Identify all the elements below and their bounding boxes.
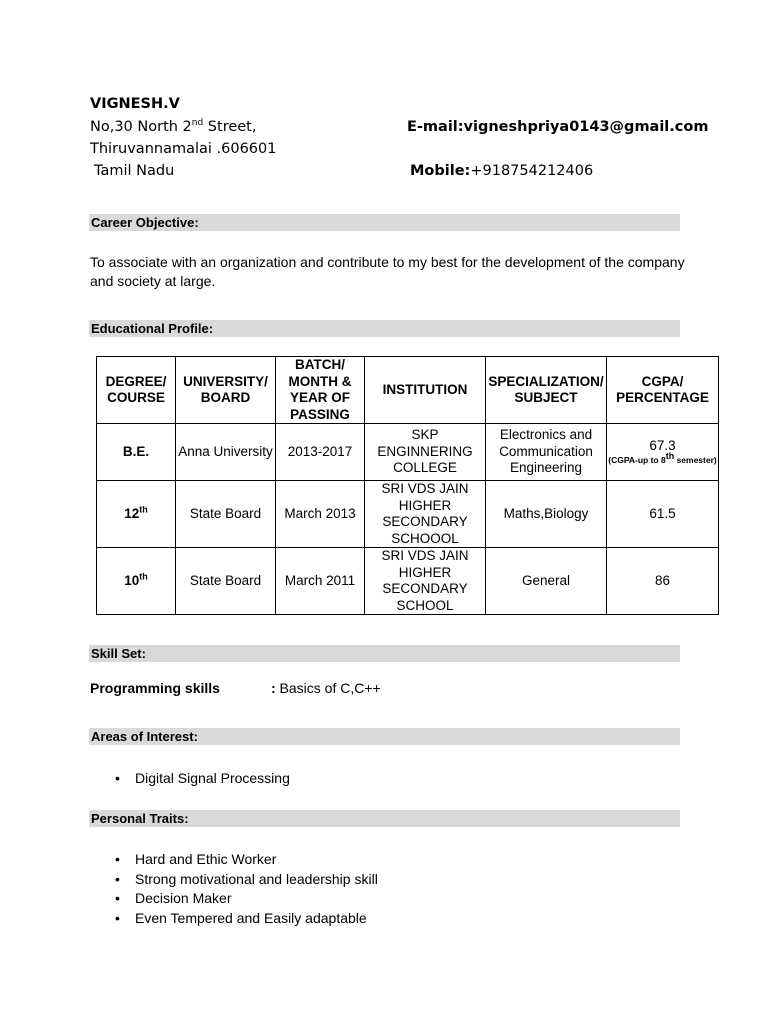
institution-cell: SRI VDS JAIN HIGHER SECONDARY SCHOOL	[365, 548, 486, 615]
table-header-row	[97, 357, 719, 424]
degree-cell: B.E.	[97, 424, 176, 481]
header-batch: BATCH/ MONTH & YEAR OF PASSING	[276, 357, 365, 424]
education-table	[96, 356, 719, 615]
list-item: • Even Tempered and Easily adaptable	[115, 909, 378, 929]
header-specialization: SPECIALIZATION/ SUBJECT	[486, 357, 607, 424]
institution-cell: SRI VDS JAIN HIGHER SECONDARY SCHOOOL	[365, 481, 486, 548]
batch-cell: 2013-2017	[276, 424, 365, 481]
header-university: UNIVERSITY/ BOARD	[176, 357, 276, 424]
address-line-3: Tamil Nadu	[94, 163, 175, 179]
score-value: 67.3	[649, 438, 676, 454]
email-address: E-mail:vigneshpriya0143@gmail.com	[407, 119, 709, 135]
skill-value	[271, 679, 381, 698]
specialization-cell: Electronics and Communication Engineering	[486, 424, 607, 481]
cgpa-note-sup: th	[665, 450, 675, 461]
degree-cell	[97, 481, 176, 548]
section-personal-traits: Personal Traits:	[89, 810, 680, 827]
cgpa-note-rest: semester)	[674, 454, 717, 465]
list-item: • Strong motivational and leadership skill	[115, 870, 378, 890]
degree-sup: th	[139, 504, 148, 515]
address-line-1-sup: nd	[191, 118, 204, 129]
section-career-objective: Career Objective:	[89, 214, 680, 231]
section-educational-profile: Educational Profile:	[89, 320, 680, 337]
address-line-1	[90, 116, 256, 138]
institution-cell: SKP ENGINNERING COLLEGE	[365, 424, 486, 481]
list-item: • Hard and Ethic Worker	[115, 850, 378, 870]
list-item: • Digital Signal Processing	[115, 769, 290, 789]
skill-value-text: Basics of C,C++	[275, 680, 381, 696]
board-cell: Anna University	[176, 424, 276, 481]
mobile-label: Mobile:	[410, 163, 471, 179]
interests-list	[115, 769, 290, 789]
table-row	[97, 424, 719, 481]
section-areas-of-interest: Areas of Interest:	[89, 728, 680, 745]
section-skill-set: Skill Set:	[89, 645, 680, 662]
degree-sup: th	[139, 571, 148, 582]
header-degree: DEGREE/ COURSE	[97, 357, 176, 424]
table-row	[97, 548, 719, 615]
header-cgpa: CGPA/ PERCENTAGE	[607, 357, 719, 424]
table-row	[97, 481, 719, 548]
mobile-number	[410, 160, 593, 182]
batch-cell: March 2011	[276, 548, 365, 615]
mobile-value: +918754212406	[470, 163, 594, 179]
skill-separator: :	[271, 680, 276, 696]
degree-text: 12	[124, 505, 140, 521]
header-institution: INSTITUTION	[365, 357, 486, 424]
cgpa-note	[608, 450, 717, 466]
traits-list	[115, 850, 378, 928]
address-line-1-rest: Street,	[203, 119, 257, 135]
list-item: • Decision Maker	[115, 889, 378, 909]
specialization-cell: General	[486, 548, 607, 615]
cgpa-note-text: (CGPA-up to 8	[608, 454, 666, 465]
score-cell: 86	[607, 548, 719, 615]
address-line-1-text: No,30 North 2	[90, 119, 192, 135]
candidate-name: VIGNESH.V	[90, 96, 180, 112]
specialization-cell: Maths,Biology	[486, 481, 607, 548]
degree-text: 10	[124, 572, 140, 588]
board-cell: State Board	[176, 481, 276, 548]
career-objective-text: To associate with an organization and contribute to my best for the development of the company and society at large.	[90, 254, 685, 289]
score-cell	[607, 424, 719, 481]
board-cell: State Board	[176, 548, 276, 615]
degree-cell	[97, 548, 176, 615]
batch-cell: March 2013	[276, 481, 365, 548]
skill-label: Programming skills	[90, 680, 220, 696]
score-cell: 61.5	[607, 481, 719, 548]
address-line-2: Thiruvannamalai .606601	[90, 141, 277, 157]
